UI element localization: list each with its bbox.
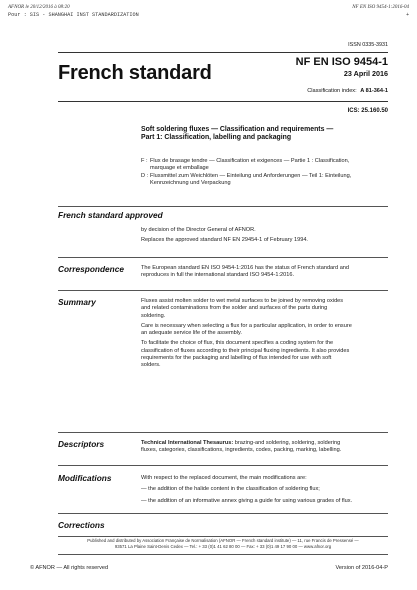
- translation-german: [141, 173, 391, 188]
- replaces-line: Replaces the approved standard NF EN 29454-1 of February 1994.: [141, 237, 308, 244]
- publisher-line: Published and distributed by Association Française de Normalisation (AFNOR — French standard institute) — 11, rue Francis de Pressensé —: [87, 538, 359, 543]
- translations: [141, 158, 391, 188]
- translation-key: D :: [141, 173, 149, 180]
- descriptors-line-1: [141, 440, 393, 447]
- summary-line: Care is necessary when selecting a flux for a particular application, in order to ensure: [141, 322, 352, 329]
- correspondence-rule: [58, 257, 388, 258]
- summary-line: To facilitate the choice of flux, this document specifies a coding system for the: [141, 340, 334, 347]
- summary-line: requirements for the packaging and labelling of flux intended for use with soft: [141, 355, 332, 362]
- footer-rule: [58, 554, 388, 555]
- translation-line: Flussmittel zum Weichlöten — Einteilung und Anforderungen — Teil 1: Einteilung,: [150, 173, 352, 180]
- translation-text: [150, 158, 349, 173]
- summary-line: soldering.: [141, 312, 166, 319]
- stamp-date: AFNOR le 20/12/2016 à 08:20: [8, 5, 70, 10]
- modifications-rule: [58, 465, 388, 466]
- document-title: [141, 126, 391, 143]
- translation-line: Flux de brasage tendre — Classification et exigences — Partie 1 : Classification,: [150, 158, 350, 164]
- issn: ISSN 0335-3931: [348, 42, 388, 48]
- publication-date: 23 April 2016: [343, 69, 388, 78]
- summary-paragraph-1: [141, 298, 393, 320]
- standard-number: NF EN ISO 9454-1: [295, 56, 388, 68]
- thesaurus-label: Technical International Thesaurus:: [141, 440, 234, 446]
- classification-index: [307, 88, 388, 94]
- version: Version of 2016-04-P: [335, 565, 388, 571]
- modifications-body: [141, 475, 393, 505]
- descriptors-body: [141, 440, 393, 455]
- publisher-info: [58, 538, 388, 550]
- corrections-heading: Corrections: [58, 520, 105, 530]
- summary-heading: Summary: [58, 297, 96, 307]
- summary-paragraph-3: [141, 340, 393, 369]
- classification-label: Classification index:: [307, 88, 357, 94]
- translation-line: Kennzeichnung und Verpackung: [150, 180, 231, 187]
- correspondence-line: The European standard EN ISO 9454-1:2016 has the status of French standard and: [141, 265, 350, 271]
- correspondence-body: [141, 265, 391, 280]
- correspondence-heading: Correspondence: [58, 264, 124, 274]
- document-title-line2: Part 1: Classification, labelling and packaging: [141, 134, 292, 142]
- approved-heading: French standard approved: [58, 210, 163, 220]
- summary-line: classification of fluxes according to their principal fluxing ingredients. It also provides: [141, 347, 350, 354]
- modifications-item: — the addition of the halide content in the classification of soldering flux;: [141, 486, 320, 493]
- approved-rule: [58, 206, 388, 207]
- stamp-plus: +: [406, 12, 409, 18]
- modifications-item: — the addition of an informative annex giving a guide for using various grades of flux.: [141, 497, 353, 504]
- modifications-heading: Modifications: [58, 473, 112, 483]
- publisher-rule: [58, 536, 388, 537]
- publisher-line: 93571 La Plaine Saint-Denis Cedex — Tel.: + 33 (0)1 41 62 80 00 — Fax: + 33 (0)1 49 17 90 00 — www.afnor.org: [114, 544, 332, 550]
- corrections-rule: [58, 513, 388, 514]
- descriptors-terms: brazing-and soldering, soldering, soldering: [233, 440, 341, 446]
- descriptors-line-2: fluxes, categories, classifications, ingredients, codes, packing, marking, labelling.: [141, 447, 342, 454]
- translation-line: marquage et emballage: [150, 165, 209, 172]
- approved-line: by decision of the Director General of AFNOR.: [141, 227, 256, 233]
- summary-line: Fluxes assist molten solder to wet metal surfaces to be joined by removing oxides: [141, 298, 344, 304]
- summary-body: [141, 298, 393, 370]
- header-rule: [58, 52, 388, 53]
- classification-value: A 81-364-1: [360, 88, 388, 94]
- stamp-reference: NF EN ISO 9454-1:2016-04: [352, 5, 409, 10]
- approved-body: [141, 227, 391, 245]
- translation-french: [141, 158, 391, 173]
- modifications-intro: With respect to the replaced document, the main modifications are:: [141, 475, 307, 481]
- document-title-line1: Soft soldering fluxes — Classification and requirements —: [141, 126, 334, 133]
- stamp-recipient: Pour : SIS - SHANGHAI INST STANDARDIZATION: [8, 12, 139, 18]
- summary-paragraph-2: [141, 323, 393, 338]
- summary-line: solders.: [141, 362, 161, 369]
- translation-key: F :: [141, 158, 148, 164]
- summary-rule: [58, 290, 388, 291]
- descriptors-heading: Descriptors: [58, 439, 105, 449]
- ics-code: ICS: 25.160.50: [347, 108, 388, 114]
- summary-line: an adequate service life of the assembly.: [141, 330, 242, 337]
- copyright: © AFNOR — All rights reserved: [30, 565, 109, 571]
- classification-rule: [58, 101, 388, 102]
- correspondence-line: reproduces in full the international standard ISO 9454-1:2016.: [141, 272, 294, 279]
- descriptors-rule: [58, 432, 388, 433]
- doc-type-title: French standard: [58, 62, 212, 84]
- translation-text: [150, 173, 351, 188]
- summary-line: and related contaminations from the solder and surfaces of the parts during: [141, 305, 328, 312]
